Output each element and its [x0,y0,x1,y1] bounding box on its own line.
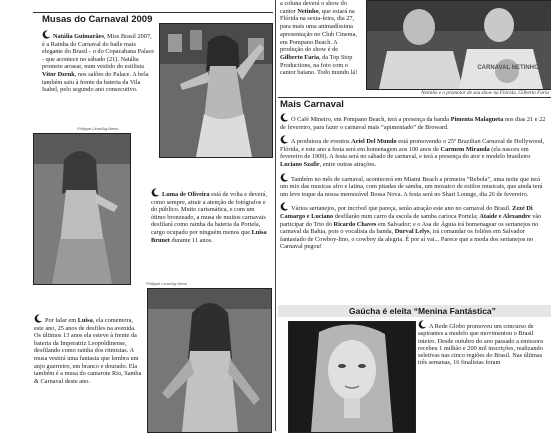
crescent-moon-icon [151,188,160,197]
luisa-brunet-name: Luisa Brunet [151,228,267,244]
carnaval-top-rule [278,97,551,98]
natalia-photo [159,23,273,158]
netinho-photo [366,0,551,90]
section-title-gaucha: Gaúcha é eleita “Menina Fantástica” [349,306,496,316]
netinho-text: a coluna deverá o show do cantor Netinho, que estará na Flórida na sexta-feira, dia 27, para mais uma animadíssima apresentação no Club Cinema, em Pompano Beach. A produção do show é de Gilberto Faria, da Top Stop Productions, na foto com o cantor baiano. Todo mundo lá! [280,0,358,77]
zeze-name: Zezé Di Camargo e Luciano [280,205,533,220]
stylist-name: Vitor Dzenk [42,70,75,78]
section-title-mais-carnaval: Mais Carnaval [280,99,344,110]
ataide-name: Ataíde e Alexandre [479,212,531,220]
paragraph-sertanejos: Vários sertanejos, por incrível que pareça, serão atração este ano no carnaval do Brasil. Zezé Di Camargo e Luciano desfilarão num carro da escola de samba carioca Portela; Ataíde e Alexandre vão participar do Trio do Ricardo Chaves em Salvador; e o Asa de Águia irá homenagear os sertanejos no carnaval da Bahia, pois o vocalista da banda, Durval Lelys, irá comandar os foliões em Salvador fantasiado de Cowboy-lino, o cowboy da alegria. É por aí vai... Parece que a moda dos sertanejos no Carnaval pegou! [280,202,548,251]
photo-credit-luma: Philippe Lima/Ag.News [146,281,188,286]
luma-text: Luma de Oliveira está de volta e deverá, como sempre, atrair a atenção de fotógrafos e do público. Muito carismática, e com um ótimo bronzeado, a musa de muitos carnavais desfilará como rainha da bateria da Portela, cargo ocupado por ninguém menos que Luisa Brunet durante 11 anos. [151,188,269,244]
crescent-moon-icon [280,113,289,122]
natalia-photo-art [160,24,272,157]
ricardo-name: Ricardo Chaves [333,220,377,228]
gaucha-photo-art [289,322,415,432]
gaucha-photo [288,321,416,433]
gaucha-text: A Rede Globo promoveu um concurso de aspirantes a modelo que movimentou o Brasil inteiro. Desde outubro do ano passado a emissora recebeu 1 milhão e 200 mil inscrições, realizando seletivas nas cinco regiões do Brasil. Nas últimas três semanas, 16 finalistas foram [418,320,547,367]
luma-name: Luma de Oliveira [162,191,210,198]
paragraph-rebola: Também no mês de carnaval, acontecerá em Miami Beach a primeira “Rebola”, uma noite que terá um mix das musicas afro e latina, com pitadas de samba, um mosaico de estilos musicais, que ainda terá um leve toque da nossa memorável Bossa Nova. A festa será no Shari Lounge, dia 26 de fevereiro. [280,173,548,199]
netinho-photo-art [367,1,551,89]
natalia-text: Natália Guimarães, Miss Brasil 2007, é a Rainha do Carnaval do baile mais elegante do Brasil - o do Copacabana Palace - que acontece no sábado (21). Natália promete arrasar, num vestido do estilista Vitor Dzenk, nos salões do Palace. A bela também saiu à frente da bateria da Vila Isabel, pelo segundo ano consecutivo. [42,30,155,94]
luma-photo-art [34,134,130,284]
crescent-moon-icon [280,135,289,144]
shirt-print: CARNAVAL NETINHO [477,65,539,71]
section-title-musas: Musas do Carnaval 2009 [42,14,153,25]
natalia-name: Natália Guimarães [53,33,104,40]
netinho-name: Netinho [297,7,319,15]
mais-carnaval-body [280,113,548,255]
column-divider [275,0,276,431]
crescent-moon-icon [42,30,51,39]
gilberto-name: Gilberto Faria [280,53,319,61]
luciano-szafir-name: Luciano Szafir [280,160,320,168]
crescent-moon-icon [280,202,289,211]
luisa-photo [147,288,272,433]
ariel-name: Ariel Del Mundo [351,138,397,146]
durval-name: Durval Lelys [394,228,430,236]
paragraph-ariel: A produtora de eventos Ariel Del Mundo está promovendo o 25º Brazilian Carnaval de Hollywood, Flórida, e este ano a festa será em homenagem aos 100 anos de Carmem Miranda (ela nasceu em fevereiro de 1909). A festa será no sábado de carnaval, e terá a presença do ator e modelo brasileiro Luciano Szafir, entre outras atrações. [280,135,548,168]
crescent-moon-icon [280,173,289,182]
paragraph-pimenta: O Café Mineiro, em Pompano Beach, terá a presença da banda Pimenta Malagueta nos dias 21 e 22 de fevereiro, para fazer o carnaval mais “apimentado” de Broward. [280,113,548,131]
crescent-moon-icon [418,320,427,329]
carmem-name: Carmem Miranda [440,145,490,153]
photo-credit-natalia: Philippe Lima/Ag.News [77,126,119,131]
netinho-caption: Netinho e o promotor de seu show na Flórida, Gilberto Faria [421,90,549,96]
crescent-moon-icon [34,314,43,323]
left-top-rule [33,12,273,13]
luisa-name: Luisa [77,317,93,324]
luisa-text: Por falar em Luisa, ela comemora, este ano, 25 anos de desfiles na avenida. Os últimos 13 anos ela esteve à frente da bateria da Imperatriz Leopoldinense, desfilando como rainha dos ritmistas. A musa vestirá uma fantasia que lembra um anjo guerreiro, em branco e dourado. Ela também é a musa do camarote Rio, Samba & Carnaval deste ano. [34,314,143,385]
luma-photo [33,133,131,285]
luisa-photo-art [148,289,271,432]
band-name: Pimenta Malagueta [450,116,504,123]
